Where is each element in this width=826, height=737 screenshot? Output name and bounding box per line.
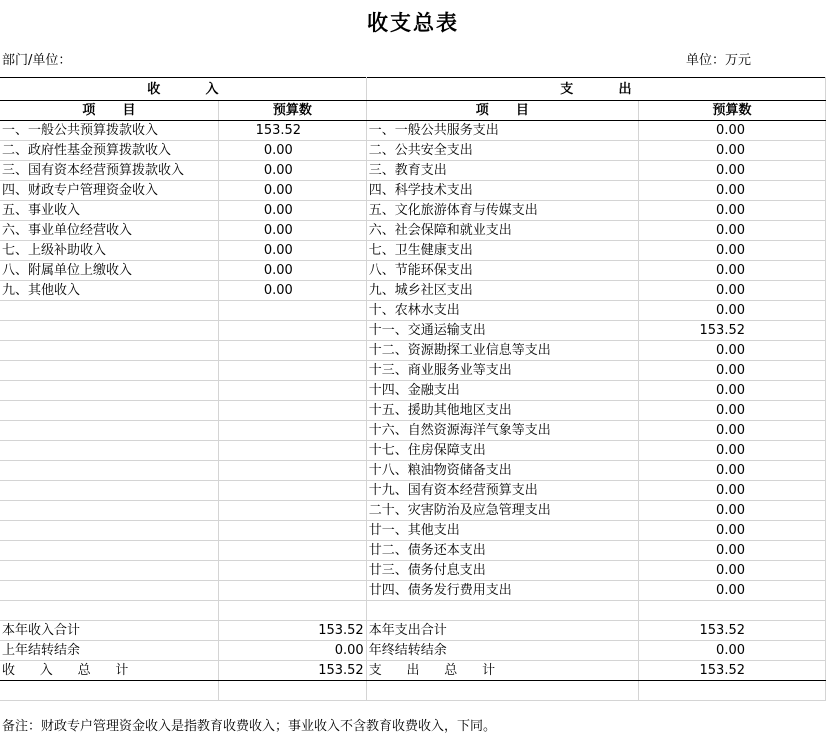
income-item-value	[218, 341, 366, 361]
income-item-value	[218, 501, 366, 521]
income-item-name: 六、事业单位经营收入	[0, 221, 218, 241]
expense-item-value: 153.52	[638, 321, 825, 341]
income-item-name	[0, 521, 218, 541]
income-item-value	[218, 361, 366, 381]
income-item-value: 0.00	[218, 241, 366, 261]
budget-table	[0, 77, 826, 701]
expense-item-name: 廿三、债务付息支出	[366, 561, 638, 581]
summary-row	[0, 641, 826, 661]
income-item-name: 四、财政专户管理资金收入	[0, 181, 218, 201]
income-item-value: 0.00	[218, 281, 366, 301]
expense-item-value: 0.00	[638, 201, 825, 221]
income-item-name	[0, 481, 218, 501]
expense-item-name: 十九、国有资本经营预算支出	[366, 481, 638, 501]
table-row	[0, 281, 826, 301]
expense-item-name: 二十、灾害防治及应急管理支出	[366, 501, 638, 521]
table-row	[0, 461, 826, 481]
expense-item-name: 六、社会保障和就业支出	[366, 221, 638, 241]
expense-item-value: 0.00	[638, 381, 825, 401]
table-row	[0, 541, 826, 561]
empty-cell	[0, 601, 218, 621]
expense-item-value: 0.00	[638, 541, 825, 561]
expense-item-name: 十二、资源勘探工业信息等支出	[366, 341, 638, 361]
expense-item-value: 0.00	[638, 261, 825, 281]
table-row	[0, 441, 826, 461]
summary-expense-name: 支 出 总 计	[366, 661, 638, 681]
expense-item-value: 0.00	[638, 441, 825, 461]
expense-item-value: 0.00	[638, 241, 825, 261]
table-row	[0, 421, 826, 441]
table-row	[0, 241, 826, 261]
column-header-row	[0, 101, 826, 121]
expense-item-name: 八、节能环保支出	[366, 261, 638, 281]
empty-cell	[638, 681, 825, 701]
empty-cell	[638, 601, 825, 621]
table-row	[0, 141, 826, 161]
summary-expense-value: 153.52	[638, 621, 825, 641]
section-header-row	[0, 78, 826, 101]
expense-item-name: 九、城乡社区支出	[366, 281, 638, 301]
table-row	[0, 261, 826, 281]
summary-row	[0, 621, 826, 641]
expense-item-name: 五、文化旅游体育与传媒支出	[366, 201, 638, 221]
expense-item-name: 十、农林水支出	[366, 301, 638, 321]
income-item-value	[218, 461, 366, 481]
table-row	[0, 181, 826, 201]
expense-item-name: 三、教育支出	[366, 161, 638, 181]
spacer-row	[0, 601, 826, 621]
table-row	[0, 321, 826, 341]
expense-item-name: 廿二、债务还本支出	[366, 541, 638, 561]
income-item-name	[0, 401, 218, 421]
expense-item-value: 0.00	[638, 501, 825, 521]
expense-item-name: 廿一、其他支出	[366, 521, 638, 541]
income-item-name	[0, 421, 218, 441]
income-item-name	[0, 441, 218, 461]
income-item-name: 三、国有资本经营预算拨款收入	[0, 161, 218, 181]
summary-expense-value: 0.00	[638, 641, 825, 661]
expense-item-value: 0.00	[638, 401, 825, 421]
income-item-name: 八、附属单位上缴收入	[0, 261, 218, 281]
table-row	[0, 341, 826, 361]
expense-item-name: 十六、自然资源海洋气象等支出	[366, 421, 638, 441]
summary-income-value: 153.52	[218, 661, 366, 681]
summary-expense-name: 本年支出合计	[366, 621, 638, 641]
income-item-header: 项 目	[0, 101, 218, 121]
income-item-value	[218, 521, 366, 541]
income-item-value: 0.00	[218, 141, 366, 161]
expense-item-value: 0.00	[638, 221, 825, 241]
empty-cell	[366, 601, 638, 621]
income-item-name: 七、上级补助收入	[0, 241, 218, 261]
expense-item-name: 四、科学技术支出	[366, 181, 638, 201]
income-budget-header: 预算数	[218, 101, 366, 121]
expense-item-value: 0.00	[638, 481, 825, 501]
table-row	[0, 161, 826, 181]
income-item-value	[218, 561, 366, 581]
table-row	[0, 481, 826, 501]
income-item-name	[0, 461, 218, 481]
expense-item-name: 十三、商业服务业等支出	[366, 361, 638, 381]
table-row	[0, 381, 826, 401]
income-item-value: 0.00	[218, 261, 366, 281]
empty-cell	[0, 681, 218, 701]
unit-label: 单位：万元	[686, 53, 752, 68]
summary-income-name: 本年收入合计	[0, 621, 218, 641]
expense-header: 支 出	[366, 78, 825, 101]
expense-item-value: 0.00	[638, 341, 825, 361]
income-item-value	[218, 541, 366, 561]
expense-item-name: 二、公共安全支出	[366, 141, 638, 161]
table-row	[0, 221, 826, 241]
table-row	[0, 401, 826, 421]
table-row	[0, 301, 826, 321]
summary-row	[0, 661, 826, 681]
income-item-value	[218, 401, 366, 421]
expense-item-value: 0.00	[638, 421, 825, 441]
summary-income-name: 上年结转结余	[0, 641, 218, 661]
page-title: 收支总表	[367, 11, 459, 35]
income-item-name	[0, 321, 218, 341]
income-item-value	[218, 301, 366, 321]
expense-item-name: 十一、交通运输支出	[366, 321, 638, 341]
expense-budget-header: 预算数	[638, 101, 825, 121]
income-item-name	[0, 341, 218, 361]
income-item-value: 0.00	[218, 161, 366, 181]
income-item-value	[218, 321, 366, 341]
footnote: 备注：财政专户管理资金收入是指教育收费收入；事业收入不含教育收费收入，下同。	[2, 719, 497, 734]
income-item-value: 0.00	[218, 221, 366, 241]
expense-item-value: 0.00	[638, 301, 825, 321]
empty-cell	[366, 681, 638, 701]
income-item-value: 153.52	[218, 121, 366, 141]
table-row	[0, 201, 826, 221]
income-item-name: 二、政府性基金预算拨款收入	[0, 141, 218, 161]
income-item-name: 九、其他收入	[0, 281, 218, 301]
income-item-value	[218, 381, 366, 401]
table-row	[0, 561, 826, 581]
income-item-value	[218, 421, 366, 441]
table-row	[0, 581, 826, 601]
income-item-name	[0, 501, 218, 521]
income-header: 收 入	[0, 78, 366, 101]
expense-item-value: 0.00	[638, 181, 825, 201]
expense-item-value: 0.00	[638, 141, 825, 161]
income-item-name	[0, 581, 218, 601]
summary-expense-value: 153.52	[638, 661, 825, 681]
expense-item-value: 0.00	[638, 461, 825, 481]
expense-item-value: 0.00	[638, 121, 825, 141]
income-item-value	[218, 481, 366, 501]
table-row	[0, 501, 826, 521]
summary-income-value: 153.52	[218, 621, 366, 641]
table-row	[0, 121, 826, 141]
income-item-name: 一、一般公共预算拨款收入	[0, 121, 218, 141]
expense-item-value: 0.00	[638, 561, 825, 581]
empty-cell	[218, 681, 366, 701]
expense-item-value: 0.00	[638, 361, 825, 381]
blank-row	[0, 681, 826, 701]
expense-item-name: 一、一般公共服务支出	[366, 121, 638, 141]
income-item-name	[0, 361, 218, 381]
income-item-name	[0, 561, 218, 581]
expense-item-name: 十五、援助其他地区支出	[366, 401, 638, 421]
income-item-name	[0, 381, 218, 401]
table-row	[0, 361, 826, 381]
expense-item-name: 廿四、债务发行费用支出	[366, 581, 638, 601]
summary-expense-name: 年终结转结余	[366, 641, 638, 661]
expense-item-name: 十八、粮油物资储备支出	[366, 461, 638, 481]
income-item-value: 0.00	[218, 201, 366, 221]
income-item-name	[0, 541, 218, 561]
income-item-name: 五、事业收入	[0, 201, 218, 221]
expense-item-name: 十七、住房保障支出	[366, 441, 638, 461]
expense-item-value: 0.00	[638, 281, 825, 301]
income-item-name	[0, 301, 218, 321]
expense-item-value: 0.00	[638, 521, 825, 541]
income-item-value: 0.00	[218, 181, 366, 201]
table-row	[0, 521, 826, 541]
expense-item-name: 七、卫生健康支出	[366, 241, 638, 261]
expense-item-value: 0.00	[638, 161, 825, 181]
expense-item-value: 0.00	[638, 581, 825, 601]
summary-income-value: 0.00	[218, 641, 366, 661]
empty-cell	[218, 601, 366, 621]
summary-income-name: 收 入 总 计	[0, 661, 218, 681]
dept-label: 部门/单位：	[2, 53, 72, 68]
expense-item-name: 十四、金融支出	[366, 381, 638, 401]
income-item-value	[218, 441, 366, 461]
income-item-value	[218, 581, 366, 601]
expense-item-header: 项 目	[366, 101, 638, 121]
